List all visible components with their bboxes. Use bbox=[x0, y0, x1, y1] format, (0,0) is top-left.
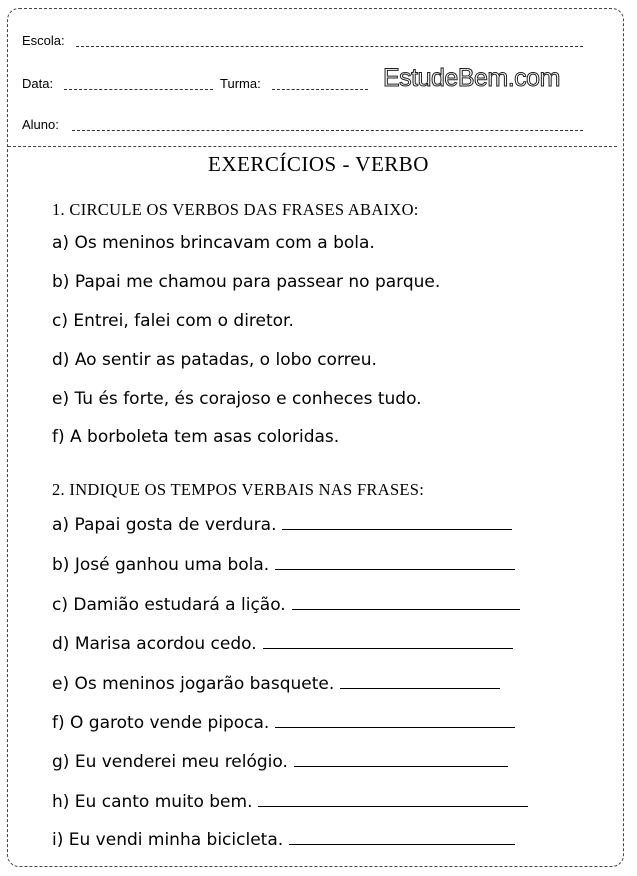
section2-item bbox=[52, 752, 508, 772]
section2-heading: 2. INDIQUE OS TEMPOS VERBAIS NAS FRASES: bbox=[52, 480, 425, 499]
date-label: Data: bbox=[22, 76, 54, 91]
brand-logo: EstudeBem.com bbox=[383, 64, 560, 92]
answer-blank[interactable] bbox=[294, 765, 508, 767]
section1-item: c) Entrei, falei com o diretor. bbox=[52, 311, 294, 331]
answer-blank[interactable] bbox=[289, 843, 515, 845]
section2-item bbox=[52, 830, 515, 850]
student-label: Aluno: bbox=[22, 117, 59, 132]
section2-item-text: d) Marisa acordou cedo. bbox=[52, 634, 257, 654]
section2-item bbox=[52, 515, 512, 535]
section2-item-text: i) Eu vendi minha bicicleta. bbox=[52, 830, 284, 850]
section2-item-text: f) O garoto vende pipoca. bbox=[52, 713, 270, 733]
section1-item: e) Tu és forte, és corajoso e conheces tudo. bbox=[52, 389, 422, 409]
section2-item bbox=[52, 674, 500, 694]
date-field[interactable] bbox=[64, 89, 213, 90]
student-field[interactable] bbox=[72, 130, 583, 131]
answer-blank[interactable] bbox=[275, 726, 515, 728]
answer-blank[interactable] bbox=[263, 647, 513, 649]
section1-item: a) Os meninos brincavam com a bola. bbox=[52, 233, 375, 253]
section2-item bbox=[52, 792, 528, 812]
section2-item-text: a) Papai gosta de verdura. bbox=[52, 515, 277, 535]
section2-item-text: h) Eu canto muito bem. bbox=[52, 792, 253, 812]
section2-item-text: b) José ganhou uma bola. bbox=[52, 555, 270, 575]
section2-item-text: e) Os meninos jogarão basquete. bbox=[52, 674, 335, 694]
answer-blank[interactable] bbox=[258, 805, 528, 807]
answer-blank[interactable] bbox=[340, 687, 500, 689]
class-label: Turma: bbox=[220, 76, 261, 91]
section2-item bbox=[52, 555, 515, 575]
school-label: Escola: bbox=[22, 33, 65, 48]
section2-item-text: g) Eu venderei meu relógio. bbox=[52, 752, 288, 772]
answer-blank[interactable] bbox=[292, 608, 520, 610]
section2-item bbox=[52, 595, 520, 615]
section1-item: d) Ao sentir as patadas, o lobo correu. bbox=[52, 350, 377, 370]
section2-item-text: c) Damião estudará a lição. bbox=[52, 595, 286, 615]
section2-item bbox=[52, 713, 515, 733]
answer-blank[interactable] bbox=[275, 568, 515, 570]
section1-item: b) Papai me chamou para passear no parque. bbox=[52, 272, 441, 292]
page-title: EXERCÍCIOS - VERBO bbox=[208, 152, 429, 176]
section1-heading: 1. CIRCULE OS VERBOS DAS FRASES ABAIXO: bbox=[52, 200, 419, 219]
answer-blank[interactable] bbox=[282, 528, 512, 530]
section1-item: f) A borboleta tem asas coloridas. bbox=[52, 427, 340, 447]
header-divider bbox=[8, 146, 617, 147]
class-field[interactable] bbox=[272, 89, 368, 90]
section2-item bbox=[52, 634, 513, 654]
school-field[interactable] bbox=[76, 46, 583, 47]
